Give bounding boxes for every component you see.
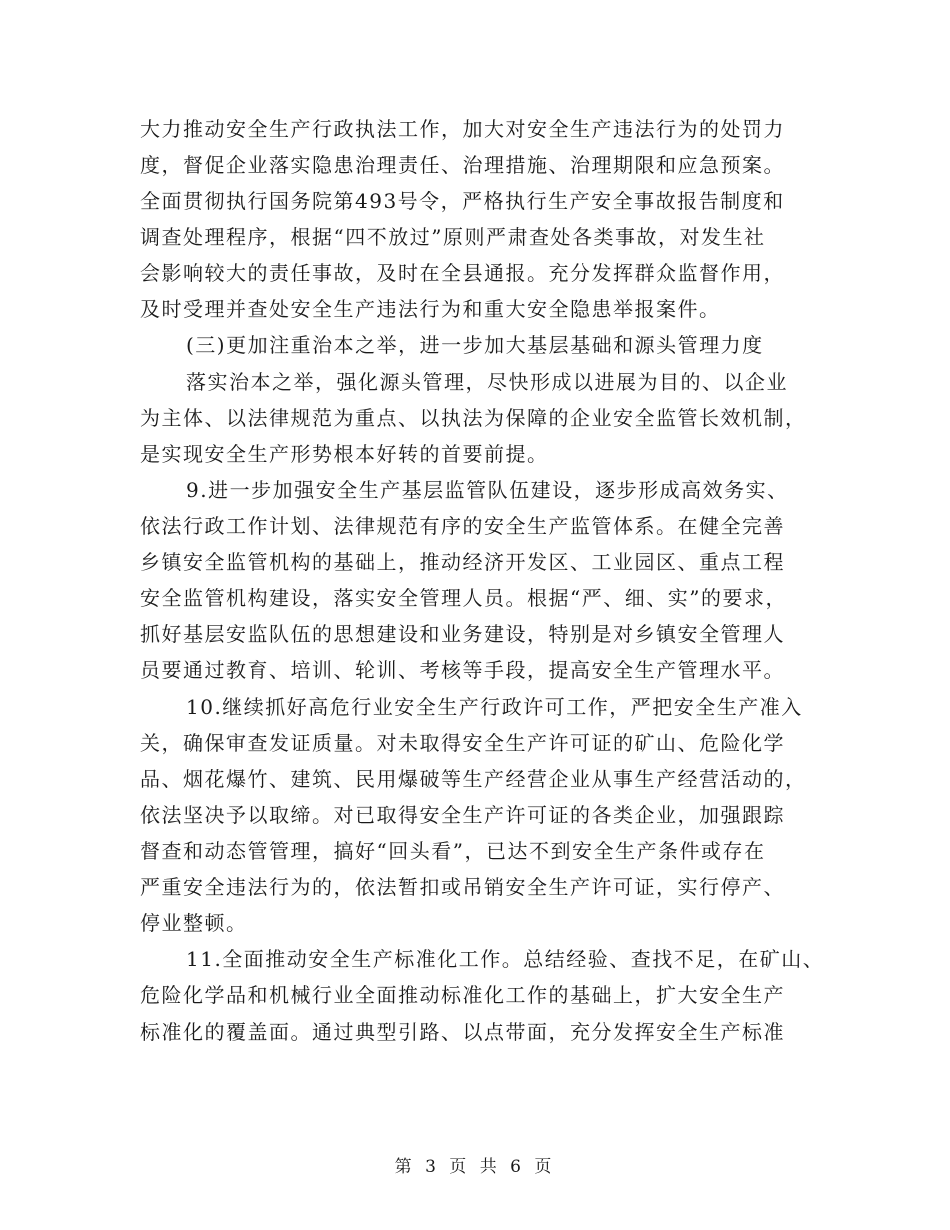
text-line: 度，督促企业落实隐患治理责任、治理措施、治理期限和应急预案。 [140,153,785,177]
text-line: 大力推动安全生产行政执法工作，加大对安全生产违法行为的处罚力 [140,117,785,141]
text-line: 11.全面推动安全生产标准化工作。总结经验、查找不足，在矿山、 [186,947,825,971]
text-line: 督查和动态管管理，搞好“回头看”，已达不到安全生产条件或存在 [140,839,766,863]
text-line: 标准化的覆盖面。通过典型引路、以点带面，充分发挥安全生产标准 [140,1020,785,1044]
text-line: 依法行政工作计划、法律规范有序的安全生产监管体系。在健全完善 [140,514,785,538]
text-line: 乡镇安全监管机构的基础上，推动经济开发区、工业园区、重点工程 [140,550,785,574]
page-number-footer: 第 3 页 共 6 页 [394,1157,556,1177]
text-line: 10.继续抓好高危行业安全生产行政许可工作，严把安全生产准入 [186,695,803,719]
text-line: 停业整顿。 [140,911,248,935]
text-line: 品、烟花爆竹、建筑、民用爆破等生产经营企业从事生产经营活动的， [140,767,807,791]
text-line: 依法坚决予以取缔。对已取得安全生产许可证的各类企业，加强跟踪 [140,803,785,827]
text-line: 安全监管机构建设，落实安全管理人员。根据“严、细、实”的要求， [140,586,787,610]
text-line: 严重安全违法行为的，依法暂扣或吊销安全生产许可证，实行停产、 [140,875,785,899]
text-line: 落实治本之举，强化源头管理，尽快形成以进展为目的、以企业 [186,370,788,394]
section-heading: (三)更加注重治本之举，进一步加大基层基础和源头管理力度 [186,333,764,357]
text-line: 员要通过教育、培训、轮训、考核等手段，提高安全生产管理水平。 [140,658,785,682]
text-line: 9.进一步加强安全生产基层监管队伍建设，逐步形成高效务实、 [186,478,789,502]
text-line: 全面贯彻执行国务院第493号令，严格执行生产安全事故报告制度和 [140,189,785,213]
text-line: 会影响较大的责任事故，及时在全县通报。充分发挥群众监督作用， [140,261,785,285]
text-line: 及时受理并查处安全生产违法行为和重大安全隐患举报案件。 [140,297,721,321]
text-line: 抓好基层安监队伍的思想建设和业务建设，特别是对乡镇安全管理人 [140,622,785,646]
text-line: 为主体、以法律规范为重点、以执法为保障的企业安全监管长效机制， [140,406,807,430]
text-line: 危险化学品和机械行业全面推动标准化工作的基础上，扩大安全生产 [140,983,785,1007]
text-line: 是实现安全生产形势根本好转的首要前提。 [140,442,549,466]
text-line: 调查处理程序，根据“四不放过”原则严肃查处各类事故，对发生社 [140,225,766,249]
text-line: 关，确保审查发证质量。对未取得安全生产许可证的矿山、危险化学 [140,731,785,755]
